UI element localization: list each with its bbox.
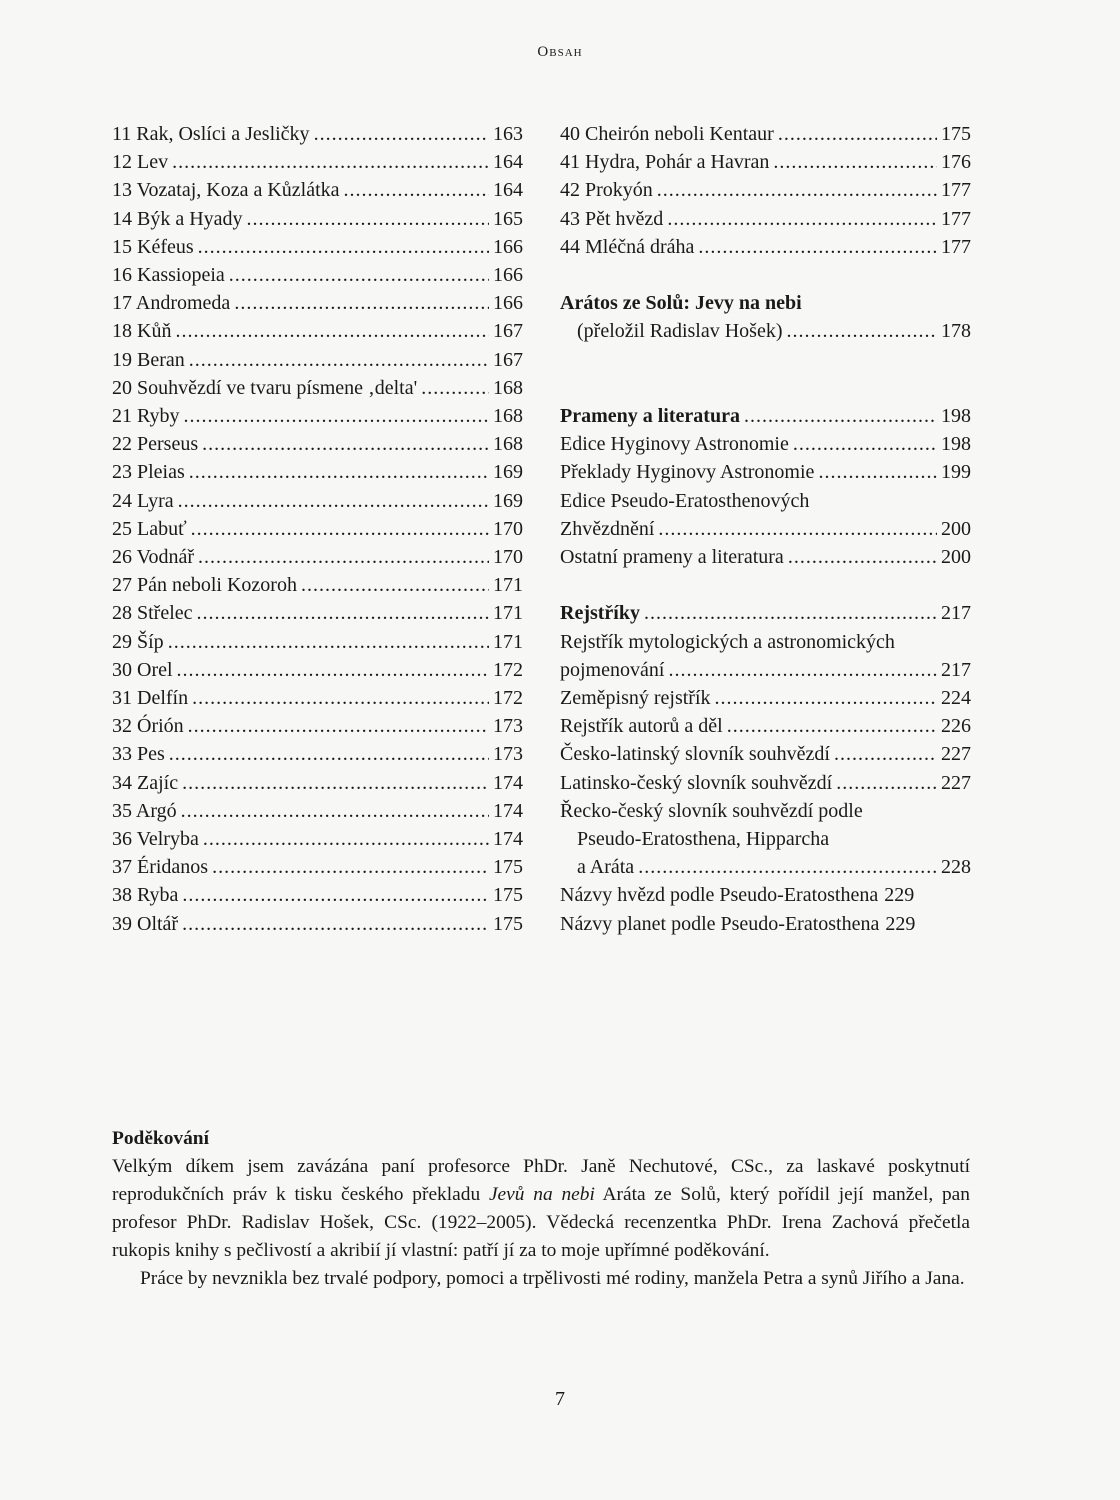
toc-entry-page: 164	[493, 179, 523, 202]
toc-entry[interactable]	[560, 458, 971, 486]
toc-entry-title: 40 Cheirón neboli Kentaur	[560, 123, 774, 145]
toc-leader-dots	[421, 374, 489, 402]
toc-leader-dots	[178, 487, 489, 515]
toc-sources-items	[560, 430, 971, 486]
toc-entry-page: 163	[493, 123, 523, 145]
toc-entry-page: 168	[493, 376, 523, 399]
toc-leader-dots	[773, 148, 937, 176]
toc-entry-page: 164	[493, 151, 523, 174]
toc-entry[interactable]	[560, 712, 971, 740]
toc-aratos-heading[interactable]: Arátos ze Solů: Jevy na nebi	[560, 292, 802, 315]
toc-entry-page: 217	[941, 602, 971, 625]
toc-leader-dots	[188, 712, 489, 740]
toc-entry-page: 227	[941, 743, 971, 766]
toc-entry-title: 29 Šíp	[112, 630, 164, 653]
toc-leader-dots	[198, 543, 489, 571]
toc-entry[interactable]	[112, 599, 523, 627]
toc-constellations-continued	[560, 120, 971, 261]
toc-sources-heading[interactable]	[560, 402, 971, 430]
toc-myth-entry[interactable]	[560, 656, 971, 684]
toc-entry-page: 167	[493, 320, 523, 343]
toc-entry-title: Edice Hyginovy Astronomie	[560, 433, 789, 456]
toc-leader-dots	[698, 233, 937, 261]
toc-entry-page: 178	[941, 320, 971, 343]
toc-entry[interactable]	[112, 515, 523, 543]
toc-entry-title: (přeložil Radislav Hošek)	[577, 320, 783, 343]
toc-entry[interactable]	[560, 233, 971, 261]
toc-entry[interactable]	[112, 430, 523, 458]
toc-leader-dots	[301, 571, 489, 599]
toc-entry-title: Zhvězdnění	[560, 517, 655, 540]
toc-entry-page: 217	[941, 658, 971, 681]
toc-entry-title: 19 Beran	[112, 348, 185, 371]
toc-entry-page: 177	[941, 207, 971, 230]
toc-aratos-entry[interactable]	[560, 317, 971, 345]
toc-entry-title: 42 Prokyón	[560, 179, 653, 202]
toc-entry-title: 12 Lev	[112, 151, 169, 174]
toc-entry[interactable]	[560, 430, 971, 458]
toc-entry-page: 174	[493, 771, 523, 794]
acknowledgements-paragraph-2: Práce by nevznikla bez trvalé podpory, pomoci a trpělivosti mé rodiny, manžela Petra a synů Jiřího a Jana.	[140, 1268, 965, 1289]
toc-leader-dots	[638, 853, 937, 881]
toc-entry-title: Názvy planet podle Pseudo-Eratosthena	[560, 912, 880, 935]
toc-entry-title: 35 Argó	[112, 799, 177, 822]
toc-entry[interactable]	[560, 148, 971, 176]
toc-entry-title: 34 Zajíc	[112, 771, 179, 794]
toc-entry[interactable]	[112, 374, 523, 402]
toc-entry-title: Ostatní prameny a literatura	[560, 546, 784, 568]
toc-leader-dots	[344, 176, 489, 204]
toc-entry[interactable]	[112, 628, 523, 656]
toc-entry[interactable]	[112, 712, 523, 740]
toc-entry[interactable]	[112, 120, 523, 148]
toc-entry-title: 41 Hydra, Pohár a Havran	[560, 151, 770, 174]
toc-entry-title: 15 Kéfeus	[112, 235, 194, 258]
toc-greek-line2[interactable]: Pseudo-Eratosthena, Hipparcha	[577, 828, 830, 851]
toc-entry-page: 172	[493, 687, 523, 710]
toc-pseudo-line1[interactable]: Edice Pseudo-Eratosthenových	[560, 489, 810, 512]
toc-entry-title: 21 Ryby	[112, 405, 180, 428]
toc-planets-entry[interactable]	[560, 910, 971, 938]
toc-leader-dots	[182, 769, 489, 797]
toc-greek-line1[interactable]: Řecko-český slovník souhvězdí podle	[560, 799, 863, 822]
toc-leader-dots	[787, 317, 938, 345]
toc-entry[interactable]	[112, 797, 523, 825]
toc-left-column	[112, 120, 523, 938]
toc-entry-page: 173	[493, 715, 523, 738]
toc-myth-line1[interactable]: Rejstřík mytologických a astronomických	[560, 630, 895, 653]
toc-entry-title: pojmenování	[560, 658, 665, 681]
toc-entry-title: Zeměpisný rejstřík	[560, 687, 711, 709]
toc-entry[interactable]	[560, 769, 971, 797]
toc-leader-dots	[168, 628, 489, 656]
toc-leader-dots	[314, 120, 489, 148]
toc-entry-page: 200	[941, 546, 971, 568]
toc-entry[interactable]	[112, 571, 523, 599]
toc-entry[interactable]	[112, 346, 523, 374]
toc-entry-page: 175	[493, 856, 523, 879]
toc-entry-page: 169	[493, 461, 523, 484]
toc-entry-title: 13 Vozataj, Koza a Kůzlátka	[112, 179, 340, 202]
toc-entry-page: 171	[493, 602, 523, 625]
toc-entry[interactable]	[560, 120, 971, 148]
toc-entry-title: 22 Perseus	[112, 433, 199, 456]
toc-entry-title: 38 Ryba	[112, 884, 179, 907]
toc-entry-page: 171	[493, 574, 523, 597]
toc-entry-page: 177	[941, 179, 971, 202]
toc-entry-page: 170	[493, 517, 523, 540]
toc-leader-dots	[184, 402, 489, 430]
toc-entry-page: 168	[493, 433, 523, 456]
toc-leader-dots	[212, 853, 489, 881]
toc-entry[interactable]	[112, 205, 523, 233]
ack-italic-title: Jevů na nebi	[488, 1184, 595, 1205]
toc-entry-title: 30 Orel	[112, 658, 173, 681]
toc-entry-title: 37 Éridanos	[112, 856, 209, 879]
toc-entry-page: 175	[493, 912, 523, 935]
toc-entry[interactable]	[560, 205, 971, 233]
toc-leader-dots	[727, 712, 937, 740]
toc-leader-dots	[229, 261, 489, 289]
toc-entry-page: 229	[884, 884, 915, 907]
toc-entry[interactable]	[112, 740, 523, 768]
toc-right-column	[560, 120, 971, 938]
toc-leader-dots	[778, 120, 937, 148]
toc-leader-dots	[788, 543, 937, 571]
toc-entry-page: 174	[493, 799, 523, 822]
toc-entry-title: 20 Souhvězdí ve tvaru písmene ‚delta'	[112, 376, 418, 399]
toc-entry-title: Názvy hvězd podle Pseudo-Eratosthena	[560, 884, 879, 907]
toc-entry-title: 25 Labuť	[112, 517, 187, 540]
toc-entry-page: 177	[941, 235, 971, 258]
toc-leader-dots	[169, 740, 489, 768]
toc-leader-dots	[668, 656, 937, 684]
toc-leader-dots	[175, 317, 489, 345]
toc-leader-dots	[182, 881, 489, 909]
toc-entry-title: Rejstřík autorů a děl	[560, 715, 723, 738]
toc-entry-title: 11 Rak, Oslíci a Jesličky	[112, 123, 310, 145]
toc-entry[interactable]	[112, 825, 523, 853]
toc-entry[interactable]	[112, 881, 523, 909]
toc-entry[interactable]	[112, 317, 523, 345]
toc-entry-page: 198	[941, 433, 971, 456]
toc-entry-page: 166	[493, 264, 523, 287]
acknowledgements-section	[112, 1125, 970, 1293]
toc-leader-dots	[247, 205, 489, 233]
toc-leader-dots	[191, 515, 489, 543]
toc-stars-entry[interactable]	[560, 881, 971, 909]
toc-entry[interactable]	[112, 656, 523, 684]
toc-entry-page: 199	[941, 461, 971, 484]
toc-entry-page: 198	[941, 404, 971, 427]
toc-entry-title: 28 Střelec	[112, 602, 193, 625]
ack-text: Velkým díkem jsem zavázána paní profesorce PhDr. Janě Nechutové, CSc., za laskavé poskytnutí reprodukčních práv k tisku českého překladu	[112, 1156, 970, 1205]
toc-leader-dots	[197, 599, 489, 627]
toc-entry-title: Překlady Hyginovy Astronomie	[560, 461, 815, 484]
toc-leader-dots	[177, 656, 489, 684]
toc-leader-dots	[203, 825, 489, 853]
toc-entry[interactable]	[112, 261, 523, 289]
toc-entry[interactable]	[112, 910, 523, 938]
toc-entry-title: 31 Delfín	[112, 687, 189, 710]
toc-pseudo-entry[interactable]	[560, 515, 971, 543]
toc-entry-title: 43 Pět hvězd	[560, 207, 664, 230]
toc-leader-dots	[744, 402, 937, 430]
toc-index-items	[560, 684, 971, 797]
toc-entry[interactable]	[560, 740, 971, 768]
toc-entry[interactable]	[112, 684, 523, 712]
toc-entry-page: 176	[941, 151, 971, 174]
toc-entry[interactable]	[112, 289, 523, 317]
toc-leader-dots	[172, 148, 489, 176]
toc-leader-dots	[644, 599, 937, 627]
toc-entry-page: 166	[493, 235, 523, 258]
running-head: Obsah	[537, 44, 583, 60]
toc-entry-page: 171	[493, 630, 523, 653]
toc-entry-title: 18 Kůň	[112, 320, 172, 343]
toc-entry-title: 16 Kassiopeia	[112, 264, 225, 287]
toc-entry-page: 167	[493, 348, 523, 371]
toc-leader-dots	[667, 205, 937, 233]
toc-leader-dots	[234, 289, 489, 317]
toc-entry-page: 224	[941, 687, 971, 709]
toc-entry-title: 17 Andromeda	[112, 292, 231, 315]
toc-entry-page: 200	[941, 517, 971, 540]
toc-entry[interactable]	[112, 148, 523, 176]
toc-entry-title: 36 Velryba	[112, 828, 199, 851]
toc-entry-title: 39 Oltář	[112, 912, 179, 935]
toc-entry-page: 226	[941, 715, 971, 738]
toc-entry-title: 14 Býk a Hyady	[112, 207, 243, 230]
toc-entry-page: 228	[941, 856, 971, 879]
toc-entry-page: 175	[493, 884, 523, 907]
toc-entry[interactable]	[560, 176, 971, 204]
toc-leader-dots	[818, 458, 937, 486]
toc-leader-dots	[834, 740, 937, 768]
toc-entry-page: 166	[493, 292, 523, 315]
toc-entry[interactable]	[112, 176, 523, 204]
toc-indexes-heading[interactable]	[560, 599, 971, 627]
toc-entry[interactable]	[112, 233, 523, 261]
toc-entry-page: 169	[493, 489, 523, 512]
toc-entry-title: 26 Vodnář	[112, 546, 195, 569]
toc-entry-title: 24 Lyra	[112, 489, 174, 512]
toc-entry-page: 165	[493, 207, 523, 230]
toc-entry-title: 27 Pán neboli Kozoroh	[112, 574, 297, 597]
toc-entry-page: 227	[941, 771, 971, 794]
toc-greek-entry[interactable]	[560, 853, 971, 881]
toc-entry[interactable]	[112, 543, 523, 571]
acknowledgements-paragraph-1	[112, 1153, 970, 1265]
toc-entry-title: 32 Órión	[112, 715, 184, 738]
toc-entry-page: 172	[493, 658, 523, 681]
toc-entry[interactable]	[112, 853, 523, 881]
toc-entry[interactable]	[112, 487, 523, 515]
toc-leader-dots	[202, 430, 489, 458]
toc-entry-page: 174	[493, 828, 523, 851]
toc-entry-title: a Aráta	[577, 856, 635, 879]
toc-entry-title: 23 Pleias	[112, 461, 185, 484]
toc-entry[interactable]	[560, 684, 971, 712]
toc-leader-dots	[192, 684, 489, 712]
toc-leader-dots	[793, 430, 937, 458]
toc-entry-page: 173	[493, 743, 523, 766]
toc-leader-dots	[836, 769, 937, 797]
toc-entry-title: Prameny a literatura	[560, 404, 740, 427]
toc-entry-title: Česko-latinský slovník souhvězdí	[560, 743, 830, 766]
toc-leader-dots	[198, 233, 489, 261]
toc-leader-dots	[189, 458, 489, 486]
toc-entry-page: 229	[885, 912, 916, 935]
toc-leader-dots	[182, 910, 489, 938]
page-number: 7	[555, 1388, 565, 1410]
toc-entry-title: Rejstříky	[560, 602, 640, 625]
toc-leader-dots	[715, 684, 937, 712]
ack-text: Aráta ze Solů, který pořídil její manžel, pan profesor PhDr. Radislav Hošek, CSc. (1922–2005). Vědecká recenzentka PhDr. Irena Zachová přečetla rukopis knihy s pečlivostí a akribií jí vlastní: patří jí za to moje upřímné poděkování.	[112, 1184, 970, 1261]
toc-leader-dots	[189, 346, 489, 374]
toc-entry-page: 168	[493, 405, 523, 428]
toc-leader-dots	[658, 515, 937, 543]
toc-entry-page: 170	[493, 546, 523, 569]
toc-entry[interactable]	[112, 458, 523, 486]
toc-entry-title: 44 Mléčná dráha	[560, 235, 695, 258]
toc-leader-dots	[181, 797, 489, 825]
acknowledgements-heading: Poděkování	[112, 1128, 209, 1149]
toc-entry-title: Latinsko-český slovník souhvězdí	[560, 771, 833, 794]
toc-leader-dots	[657, 176, 937, 204]
toc-other-sources-entry[interactable]	[560, 543, 971, 571]
toc-entry-page: 175	[941, 123, 971, 145]
toc-entry[interactable]	[112, 402, 523, 430]
toc-entry[interactable]	[112, 769, 523, 797]
toc-entry-title: 33 Pes	[112, 743, 165, 766]
